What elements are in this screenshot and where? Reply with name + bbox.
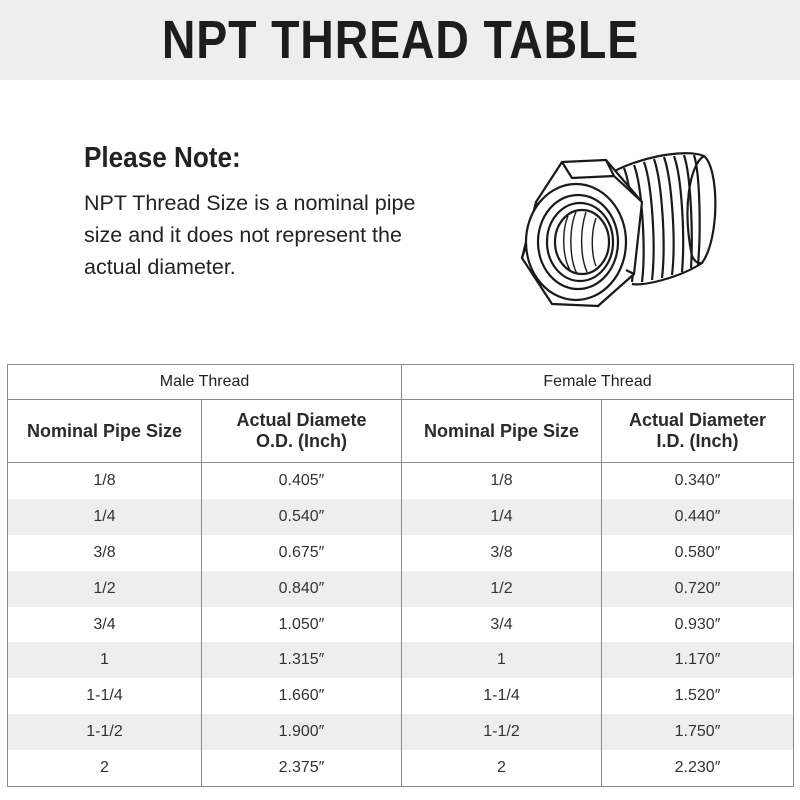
cell-id: 0.720″	[602, 571, 794, 607]
cell-nominal-male: 2	[8, 750, 202, 786]
table-row	[8, 642, 794, 678]
cell-nominal-female: 1-1/2	[402, 714, 602, 750]
table-row	[8, 571, 794, 607]
cell-od: 0.405″	[202, 463, 402, 499]
cell-nominal-female: 1/2	[402, 571, 602, 607]
col-header-nominal-male	[8, 400, 202, 463]
cell-nominal-male: 1-1/4	[8, 678, 202, 714]
col-header-line: I.D. (Inch)	[656, 431, 739, 451]
cell-od: 2.375″	[202, 750, 402, 786]
cell-nominal-male: 1/4	[8, 499, 202, 535]
table-row	[8, 499, 794, 535]
cell-id: 2.230″	[602, 750, 794, 786]
cell-nominal-female: 2	[402, 750, 602, 786]
cell-id: 0.440″	[602, 499, 794, 535]
pipe-bushing-fitting-icon	[514, 138, 722, 308]
col-header-id	[602, 400, 794, 463]
cell-id: 0.580″	[602, 535, 794, 571]
note-box	[84, 142, 504, 283]
cell-od: 1.660″	[202, 678, 402, 714]
cell-nominal-female: 1/4	[402, 499, 602, 535]
cell-nominal-male: 1-1/2	[8, 714, 202, 750]
cell-nominal-female: 3/4	[402, 607, 602, 643]
table-row	[8, 463, 794, 499]
cell-nominal-female: 1-1/4	[402, 678, 602, 714]
group-male-thread: Male Thread	[8, 365, 402, 400]
cell-nominal-male: 3/4	[8, 607, 202, 643]
table-body	[8, 463, 794, 787]
cell-id: 0.930″	[602, 607, 794, 643]
cell-nominal-male: 3/8	[8, 535, 202, 571]
table-row	[8, 714, 794, 750]
cell-id: 0.340″	[602, 463, 794, 499]
note-heading: Please Note:	[84, 142, 241, 174]
cell-od: 0.840″	[202, 571, 402, 607]
cell-nominal-male: 1	[8, 642, 202, 678]
col-header-line: Nominal Pipe Size	[26, 420, 183, 441]
cell-od: 0.540″	[202, 499, 402, 535]
column-header-row	[8, 400, 794, 463]
table-row	[8, 750, 794, 786]
cell-od: 1.315″	[202, 642, 402, 678]
cell-id: 1.170″	[602, 642, 794, 678]
col-header-line: Actual Diamete	[236, 410, 367, 430]
table-row	[8, 607, 794, 643]
cell-od: 1.900″	[202, 714, 402, 750]
col-header-line: Actual Diameter	[628, 410, 767, 430]
note-text: NPT Thread Size is a nominal pipe size and it does not represent the actual diameter.	[84, 191, 416, 279]
cell-nominal-female: 1/8	[402, 463, 602, 499]
col-header-line: O.D. (Inch)	[256, 431, 347, 451]
cell-nominal-female: 1	[402, 642, 602, 678]
cell-id: 1.750″	[602, 714, 794, 750]
table-row	[8, 678, 794, 714]
cell-id: 1.520″	[602, 678, 794, 714]
cell-nominal-female: 3/8	[402, 535, 602, 571]
group-header-row	[8, 365, 794, 400]
title-bar	[0, 0, 800, 80]
cell-od: 0.675″	[202, 535, 402, 571]
col-header-od	[202, 400, 402, 463]
table-row	[8, 535, 794, 571]
thread-table	[7, 364, 794, 787]
cell-nominal-male: 1/8	[8, 463, 202, 499]
cell-nominal-male: 1/2	[8, 571, 202, 607]
cell-od: 1.050″	[202, 607, 402, 643]
col-header-nominal-female	[402, 400, 602, 463]
col-header-line: Nominal Pipe Size	[423, 420, 580, 441]
page-title: NPT THREAD TABLE	[161, 10, 639, 70]
group-female-thread: Female Thread	[402, 365, 794, 400]
